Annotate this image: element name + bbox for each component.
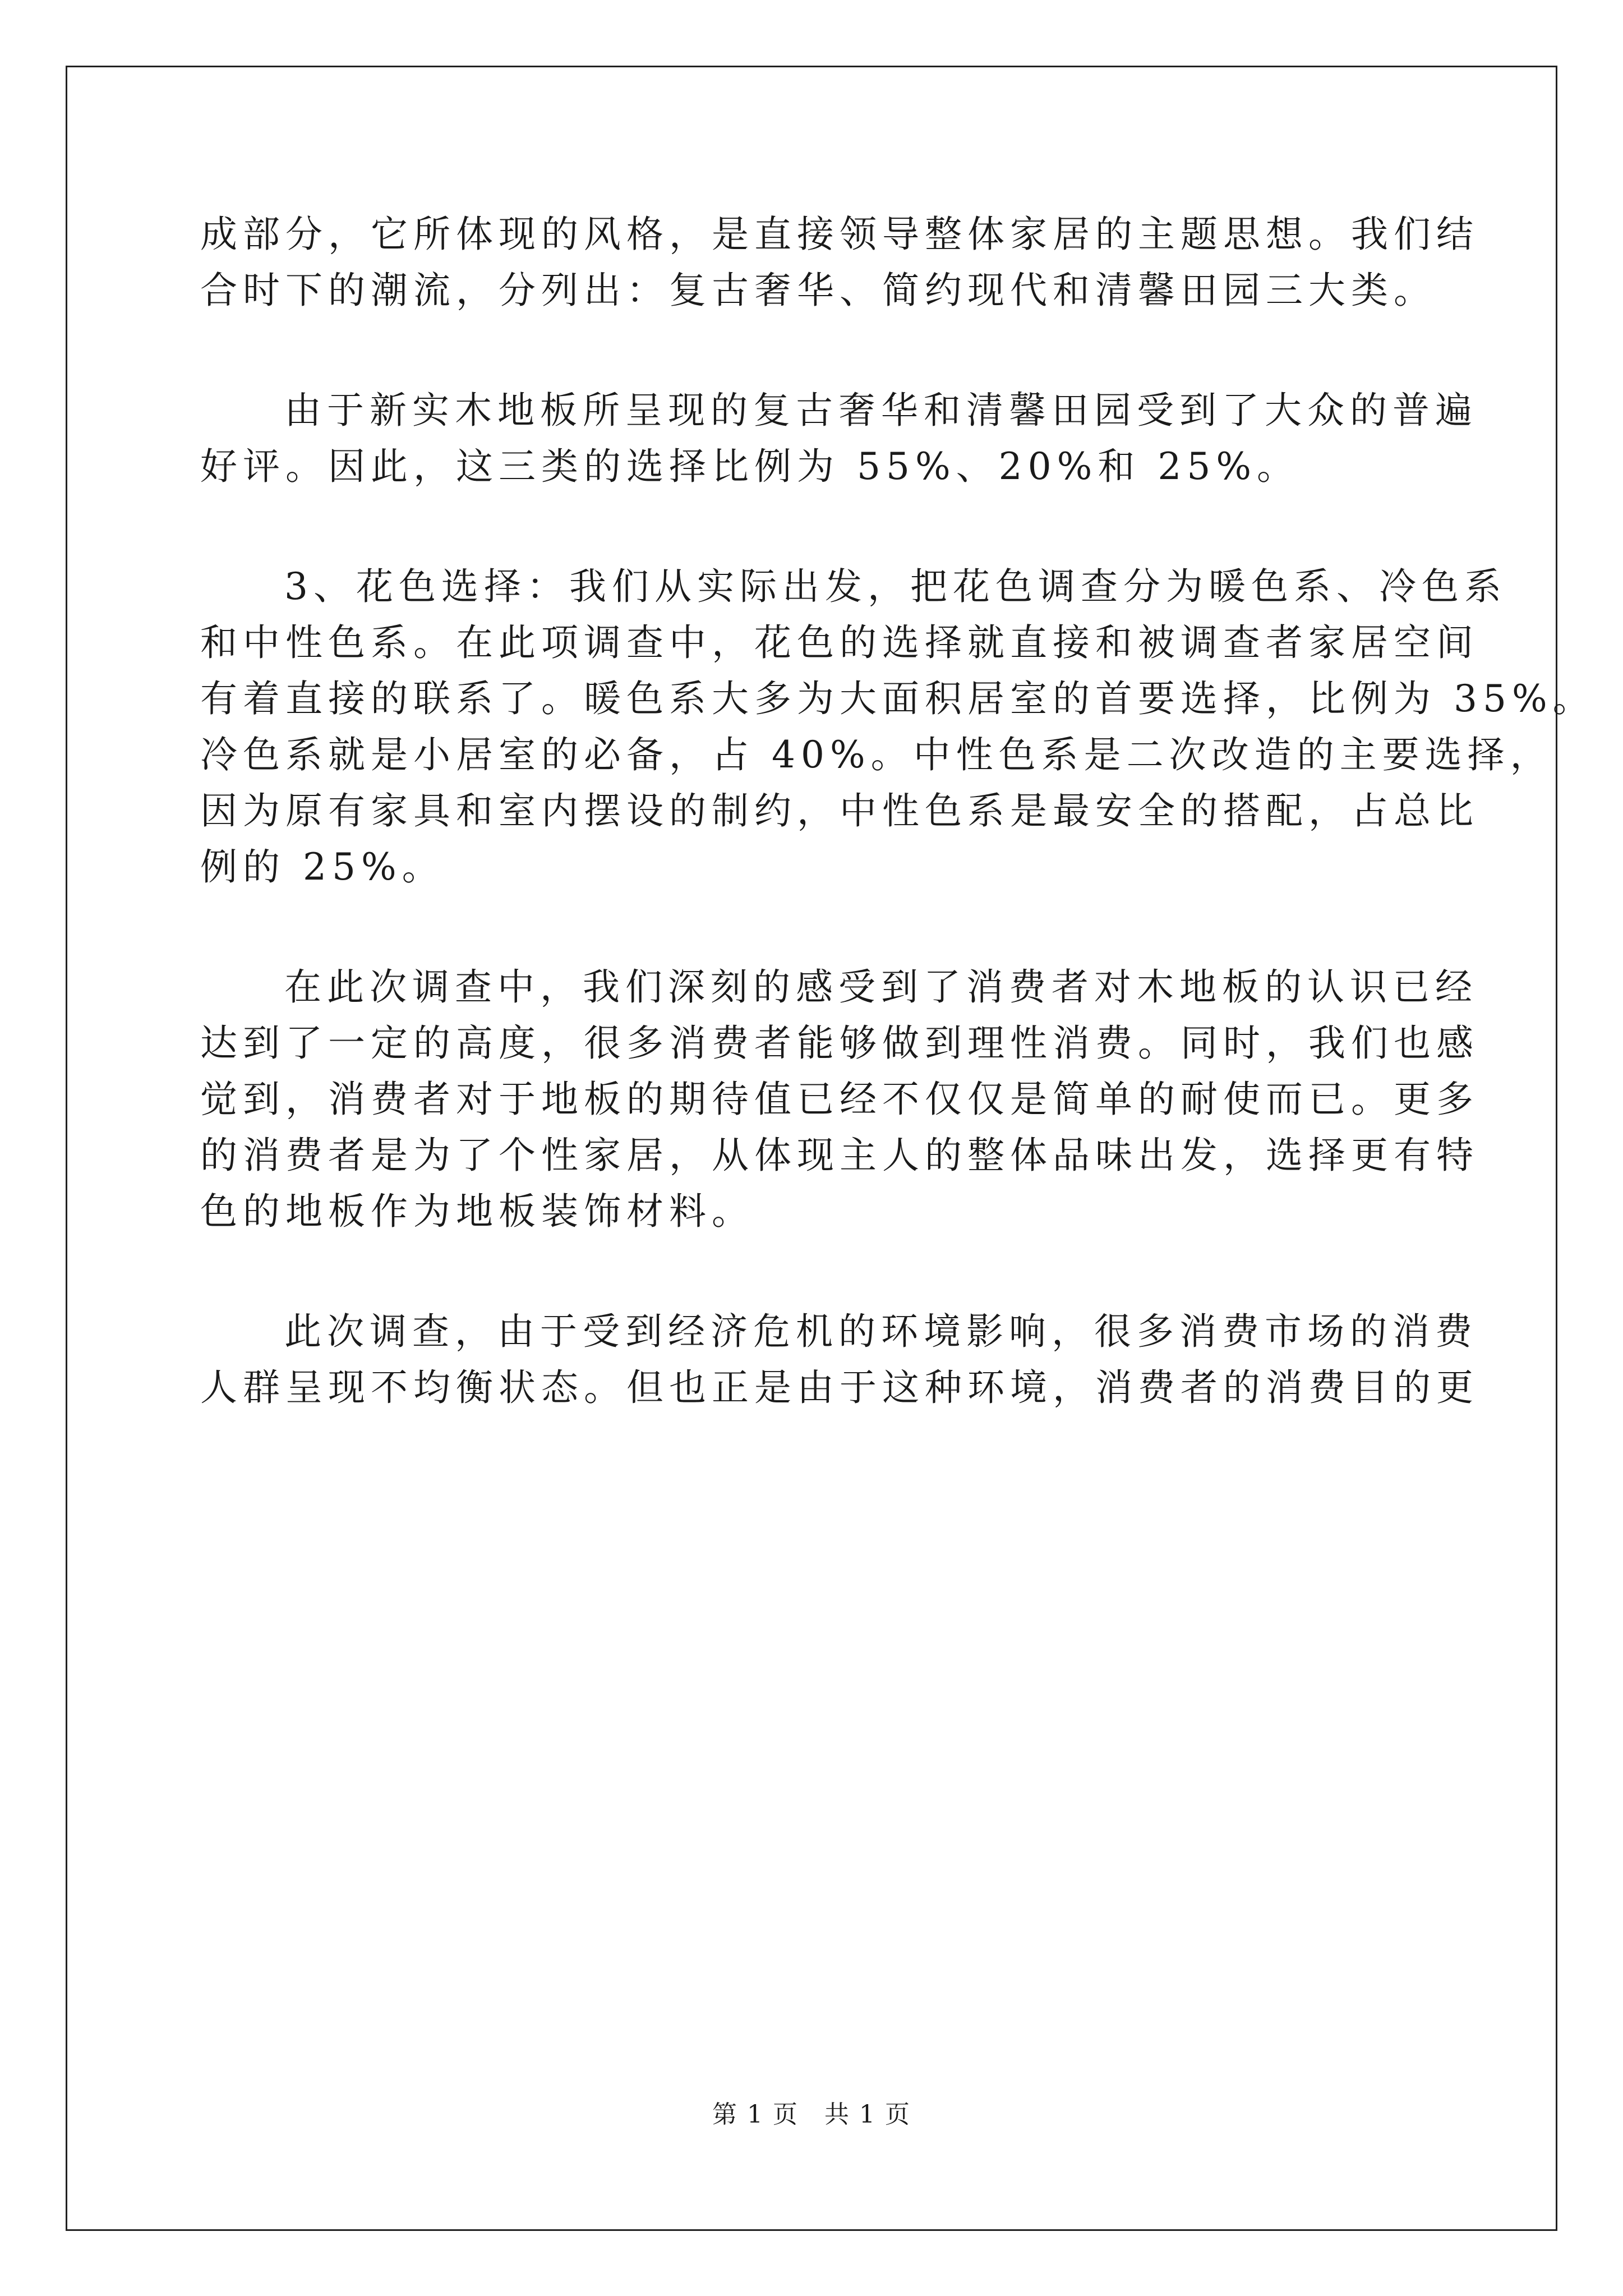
- text-line: 冷色系就是小居室的必备，占 40%。中性色系是二次改造的主要选择，: [200, 733, 1553, 776]
- text-line: 有着直接的联系了。暖色系大多为大面积居室的首要选择，比例为 35%。: [200, 677, 1596, 720]
- text-line: 例的 25%。: [200, 845, 445, 889]
- text-line: 合时下的潮流，分列出：复古奢华、简约现代和清馨田园三大类。: [200, 269, 1436, 312]
- text-line: 成部分，它所体现的风格，是直接领导整体家居的主题思想。我们结: [200, 213, 1479, 256]
- page-footer: 第 1 页 共 1 页: [712, 2100, 911, 2129]
- document-body: [200, 206, 1596, 1416]
- text-line: 在此次调查中，我们深刻的感受到了消费者对木地板的认识已经: [284, 965, 1478, 1009]
- text-line: 由于新实木地板所呈现的复古奢华和清馨田园受到了大众的普遍: [284, 389, 1478, 432]
- text-line: 此次调查，由于受到经济危机的环境影响，很多消费市场的消费: [284, 1310, 1478, 1353]
- text-line: 觉到，消费者对于地板的期待值已经不仅仅是简单的耐使而已。更多: [200, 1078, 1479, 1121]
- paragraph: [200, 206, 1479, 319]
- text-line: 3、花色选择：我们从实际出发，把花色调查分为暖色系、冷色系: [284, 565, 1507, 608]
- text-line: 达到了一定的高度，很多消费者能够做到理性消费。同时，我们也感: [200, 1022, 1479, 1065]
- text-line: 人群呈现不均衡状态。但也正是由于这种环境，消费者的消费目的更: [200, 1366, 1479, 1409]
- text-line: 的消费者是为了个性家居，从体现主人的整体品味出发，选择更有特: [200, 1134, 1479, 1177]
- paragraph: [200, 959, 1479, 1240]
- text-line: 好评。因此，这三类的选择比例为 55%、20%和 25%。: [200, 445, 1300, 488]
- paragraph: [200, 559, 1596, 895]
- text-line: 色的地板作为地板装饰材料。: [200, 1190, 754, 1233]
- text-line: 和中性色系。在此项调查中，花色的选择就直接和被调查者家居空间: [200, 621, 1479, 664]
- paragraph: [200, 1304, 1479, 1416]
- text-line: 因为原有家具和室内摆设的制约，中性色系是最安全的搭配，占总比: [200, 789, 1479, 832]
- paragraph: [200, 383, 1478, 495]
